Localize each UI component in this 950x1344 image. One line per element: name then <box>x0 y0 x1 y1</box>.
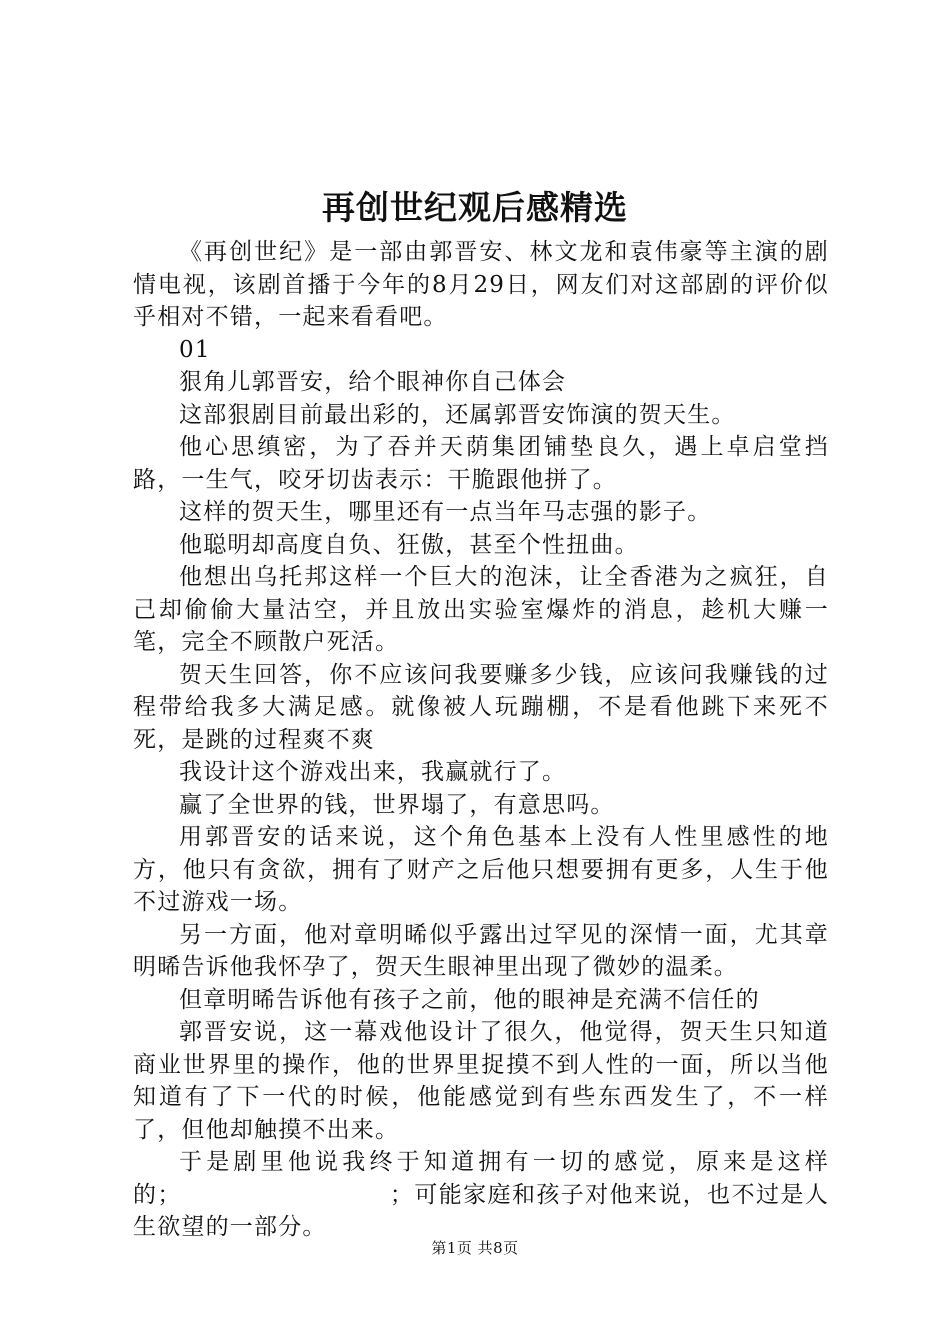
paragraph: 用郭晋安的话来说，这个角色基本上没有人性里感性的地方，他只有贪欲，拥有了财产之后他只想要拥有更多，人生于他不过游戏一场。 <box>133 824 829 915</box>
document-body <box>133 236 829 1244</box>
document-title: 再创世纪观后感精选 <box>322 188 628 227</box>
paragraph: 《再创世纪》是一部由郭晋安、林文龙和袁伟豪等主演的剧情电视，该剧首播于今年的8月29日，网友们对这部剧的评价似乎相对不错，一起来看看吧。 <box>133 239 829 330</box>
paragraph: 但章明晞告诉他有孩子之前，他的眼神是充满不信任的 <box>179 986 760 1013</box>
page-footer: 第1页 共8页 <box>431 1239 519 1257</box>
paragraph: 另一方面，他对章明晞似乎露出过罕见的深情一面，尤其章明晞告诉他我怀孕了，贺天生眼神里出现了微妙的温柔。 <box>133 921 829 980</box>
paragraph: 这部狠剧目前最出彩的，还属郭晋安饰演的贺天生。 <box>179 401 736 428</box>
paragraph: 他心思缜密，为了吞并天荫集团铺垫良久，遇上卓启堂挡路，一生气，咬牙切齿表示：干脆跟他拼了。 <box>133 434 829 493</box>
paragraph: 赢了全世界的钱，世界塌了，有意思吗。 <box>179 791 615 818</box>
paragraph: 我设计这个游戏出来，我赢就行了。 <box>179 759 567 785</box>
paragraph: 他聪明却高度自负、狂傲，甚至个性扭曲。 <box>179 531 639 558</box>
paragraph: 狠角儿郭晋安，给个眼神你自己体会 <box>179 369 567 395</box>
paragraph: 贺天生回答，你不应该问我要赚多少钱，应该问我赚钱的过程带给我多大满足感。就像被人玩蹦棚，不是看他跳下来死不死，是跳的过程爽不爽 <box>133 661 829 753</box>
paragraph: 郭晋安说，这一幕戏他设计了很久，他觉得，贺天生只知道商业世界里的操作，他的世界里捉摸不到人性的一面，所以当他知道有了下一代的时候，他能感觉到有些东西发生了，不一样了，但他却触摸不出来。 <box>133 1019 829 1143</box>
paragraph: 01 <box>179 336 211 363</box>
paragraph: 他想出乌托邦这样一个巨大的泡沫，让全香港为之疯狂，自己却偷偷大量沽空，并且放出实验室爆炸的消息，趁机大赚一笔，完全不顾散户死活。 <box>133 564 829 655</box>
paragraph: 这样的贺天生，哪里还有一点当年马志强的影子。 <box>179 499 712 525</box>
paragraph: 于是剧里他说我终于知道拥有一切的感觉，原来是这样的； ；可能家庭和孩子对他来说，也不过是人生欲望的一部分。 <box>133 1149 829 1240</box>
